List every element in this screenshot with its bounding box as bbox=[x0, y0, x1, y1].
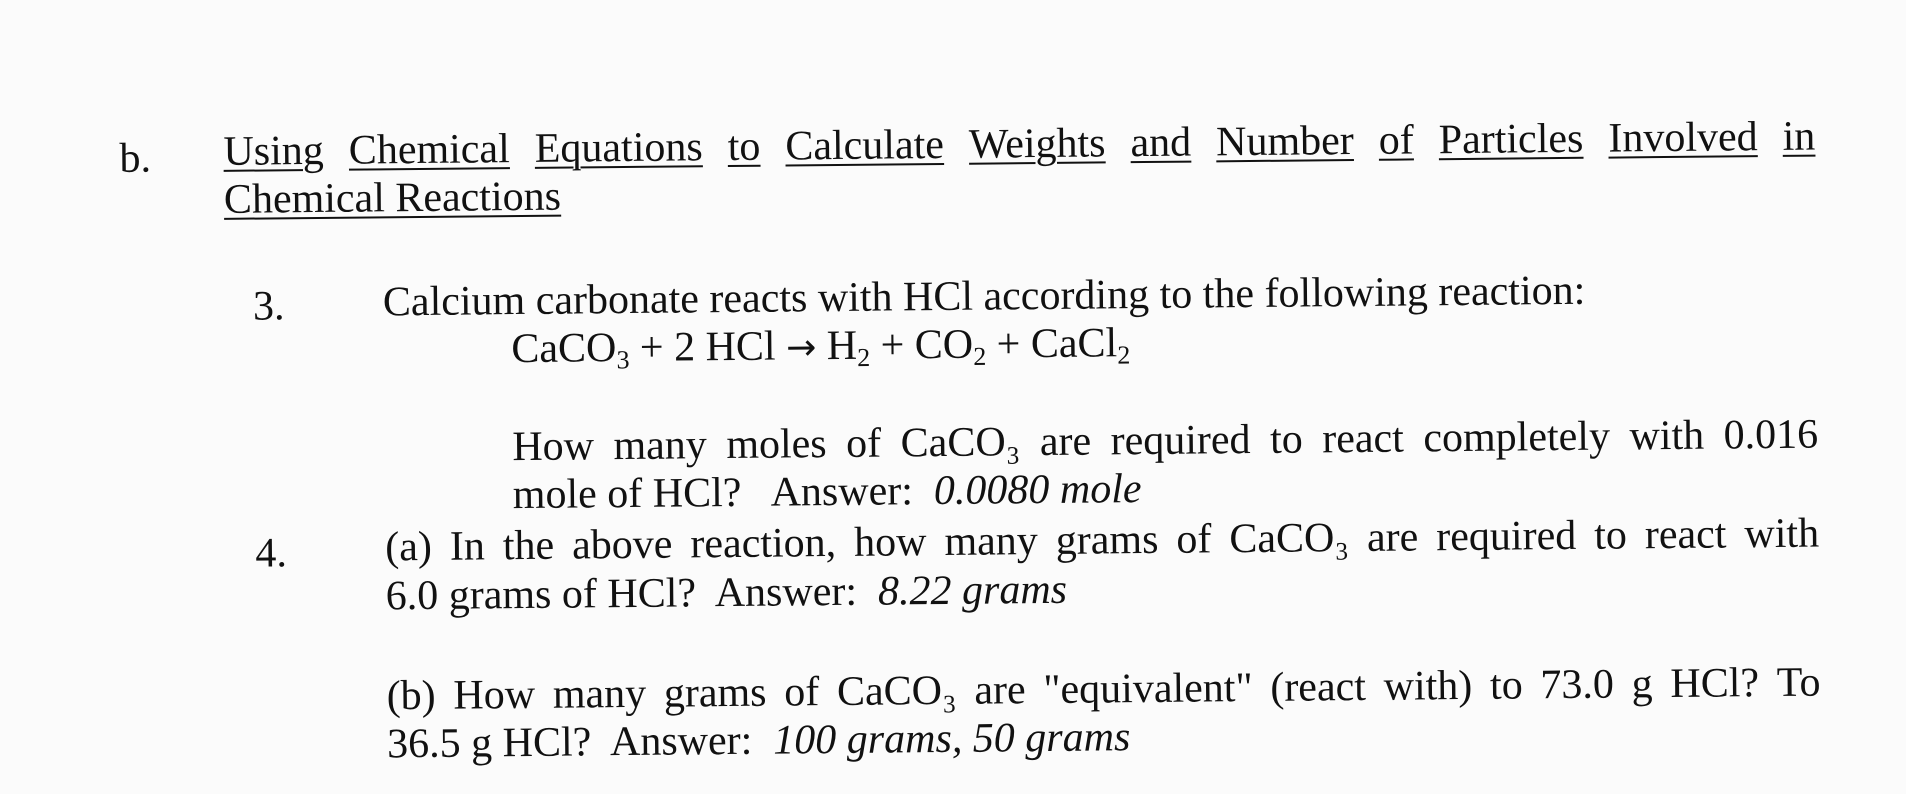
reactant-caco3: CaCO$_3$ bbox=[511, 325, 630, 375]
word: with bbox=[1629, 412, 1705, 460]
question-3-intro: Calcium carbonate reacts with HCl according to the following reaction: bbox=[382, 267, 1586, 326]
word: how bbox=[853, 519, 927, 566]
answer-label: Answer: bbox=[770, 468, 914, 516]
product-h2: $H_2$ bbox=[816, 322, 871, 373]
question-3-text-line1 bbox=[512, 411, 1818, 472]
word: g bbox=[1631, 661, 1653, 708]
word: HCl? bbox=[1670, 660, 1760, 707]
question-4a-line2: 6.0 grams of HCl? Answer: 8.22 grams bbox=[385, 566, 1068, 620]
product-co2: + $CO_2$ bbox=[869, 321, 987, 371]
word: of bbox=[784, 669, 820, 716]
word: Using bbox=[223, 127, 325, 175]
word: with) bbox=[1383, 662, 1473, 710]
word: Involved bbox=[1608, 114, 1758, 162]
word: many bbox=[944, 518, 1039, 565]
word: Calculate bbox=[785, 121, 945, 170]
word: Weights bbox=[968, 120, 1106, 168]
word: to bbox=[1593, 512, 1628, 559]
word: and bbox=[1130, 119, 1192, 167]
question-4b-answer: 100 grams, 50 grams bbox=[773, 714, 1131, 764]
question-3-text-line2: mole of HCl? Answer: 0.0080 mole bbox=[512, 466, 1142, 519]
word: to bbox=[1269, 416, 1303, 463]
word: of bbox=[1176, 516, 1212, 563]
word: are bbox=[1366, 514, 1419, 561]
word: Equations bbox=[534, 124, 703, 172]
word: moles bbox=[726, 421, 827, 469]
word: 0.016 bbox=[1723, 411, 1819, 459]
section-title-line2: Chemical Reactions bbox=[223, 173, 562, 223]
word: Chemical bbox=[348, 126, 510, 174]
question-4-number: 4. bbox=[255, 530, 288, 577]
word: How bbox=[453, 671, 536, 719]
word: many bbox=[613, 422, 708, 470]
word: How bbox=[512, 423, 595, 471]
word: of bbox=[1378, 117, 1414, 164]
word: Particles bbox=[1438, 115, 1584, 164]
word: many bbox=[552, 670, 647, 718]
section-title-line1 bbox=[223, 113, 1815, 176]
word: grams bbox=[663, 669, 767, 717]
word: In bbox=[449, 523, 486, 570]
answer-label: Answer: bbox=[609, 717, 753, 766]
word: above bbox=[571, 521, 673, 569]
word: 73.0 bbox=[1540, 661, 1615, 709]
question-4a-line1 bbox=[385, 510, 1819, 572]
word: to bbox=[727, 123, 761, 171]
word: react bbox=[1322, 415, 1405, 463]
question-3-answer: 0.0080 mole bbox=[933, 466, 1142, 515]
word: CaCO₃ bbox=[1229, 515, 1350, 563]
word: CaCO₃ bbox=[836, 667, 957, 715]
question-4b-line1 bbox=[386, 659, 1820, 721]
word: Number bbox=[1215, 118, 1354, 166]
word: required bbox=[1436, 512, 1577, 561]
word: with bbox=[1744, 510, 1820, 558]
chemical-equation bbox=[511, 319, 1130, 375]
question-3-number: 3. bbox=[252, 283, 285, 330]
word: are bbox=[974, 667, 1026, 714]
word: (react bbox=[1270, 663, 1367, 711]
question-4a-answer: 8.22 grams bbox=[877, 566, 1068, 615]
section-label: b. bbox=[119, 135, 152, 182]
word: To bbox=[1776, 659, 1821, 706]
word: are bbox=[1039, 418, 1092, 466]
reaction-arrow-icon: → bbox=[785, 327, 817, 369]
word: grams bbox=[1055, 516, 1159, 564]
word: (b) bbox=[386, 672, 436, 720]
word: required bbox=[1110, 417, 1251, 465]
word: CaCO₃ bbox=[900, 419, 1021, 467]
question-4b-line2: 36.5 g HCl? Answer: 100 grams, 50 grams bbox=[386, 714, 1131, 768]
word: react bbox=[1644, 511, 1727, 559]
product-cacl2: + CaCl$_2$ bbox=[985, 320, 1131, 370]
word: (a) bbox=[385, 523, 433, 571]
word: to bbox=[1489, 662, 1523, 709]
word: of bbox=[845, 420, 882, 467]
word: "equivalent" bbox=[1043, 665, 1253, 714]
word: in bbox=[1782, 113, 1816, 160]
answer-label: Answer: bbox=[714, 568, 858, 617]
reactant-hcl: + 2 HCl bbox=[629, 323, 787, 371]
word: the bbox=[502, 522, 555, 570]
word: reaction, bbox=[690, 519, 837, 568]
word: completely bbox=[1423, 413, 1611, 462]
